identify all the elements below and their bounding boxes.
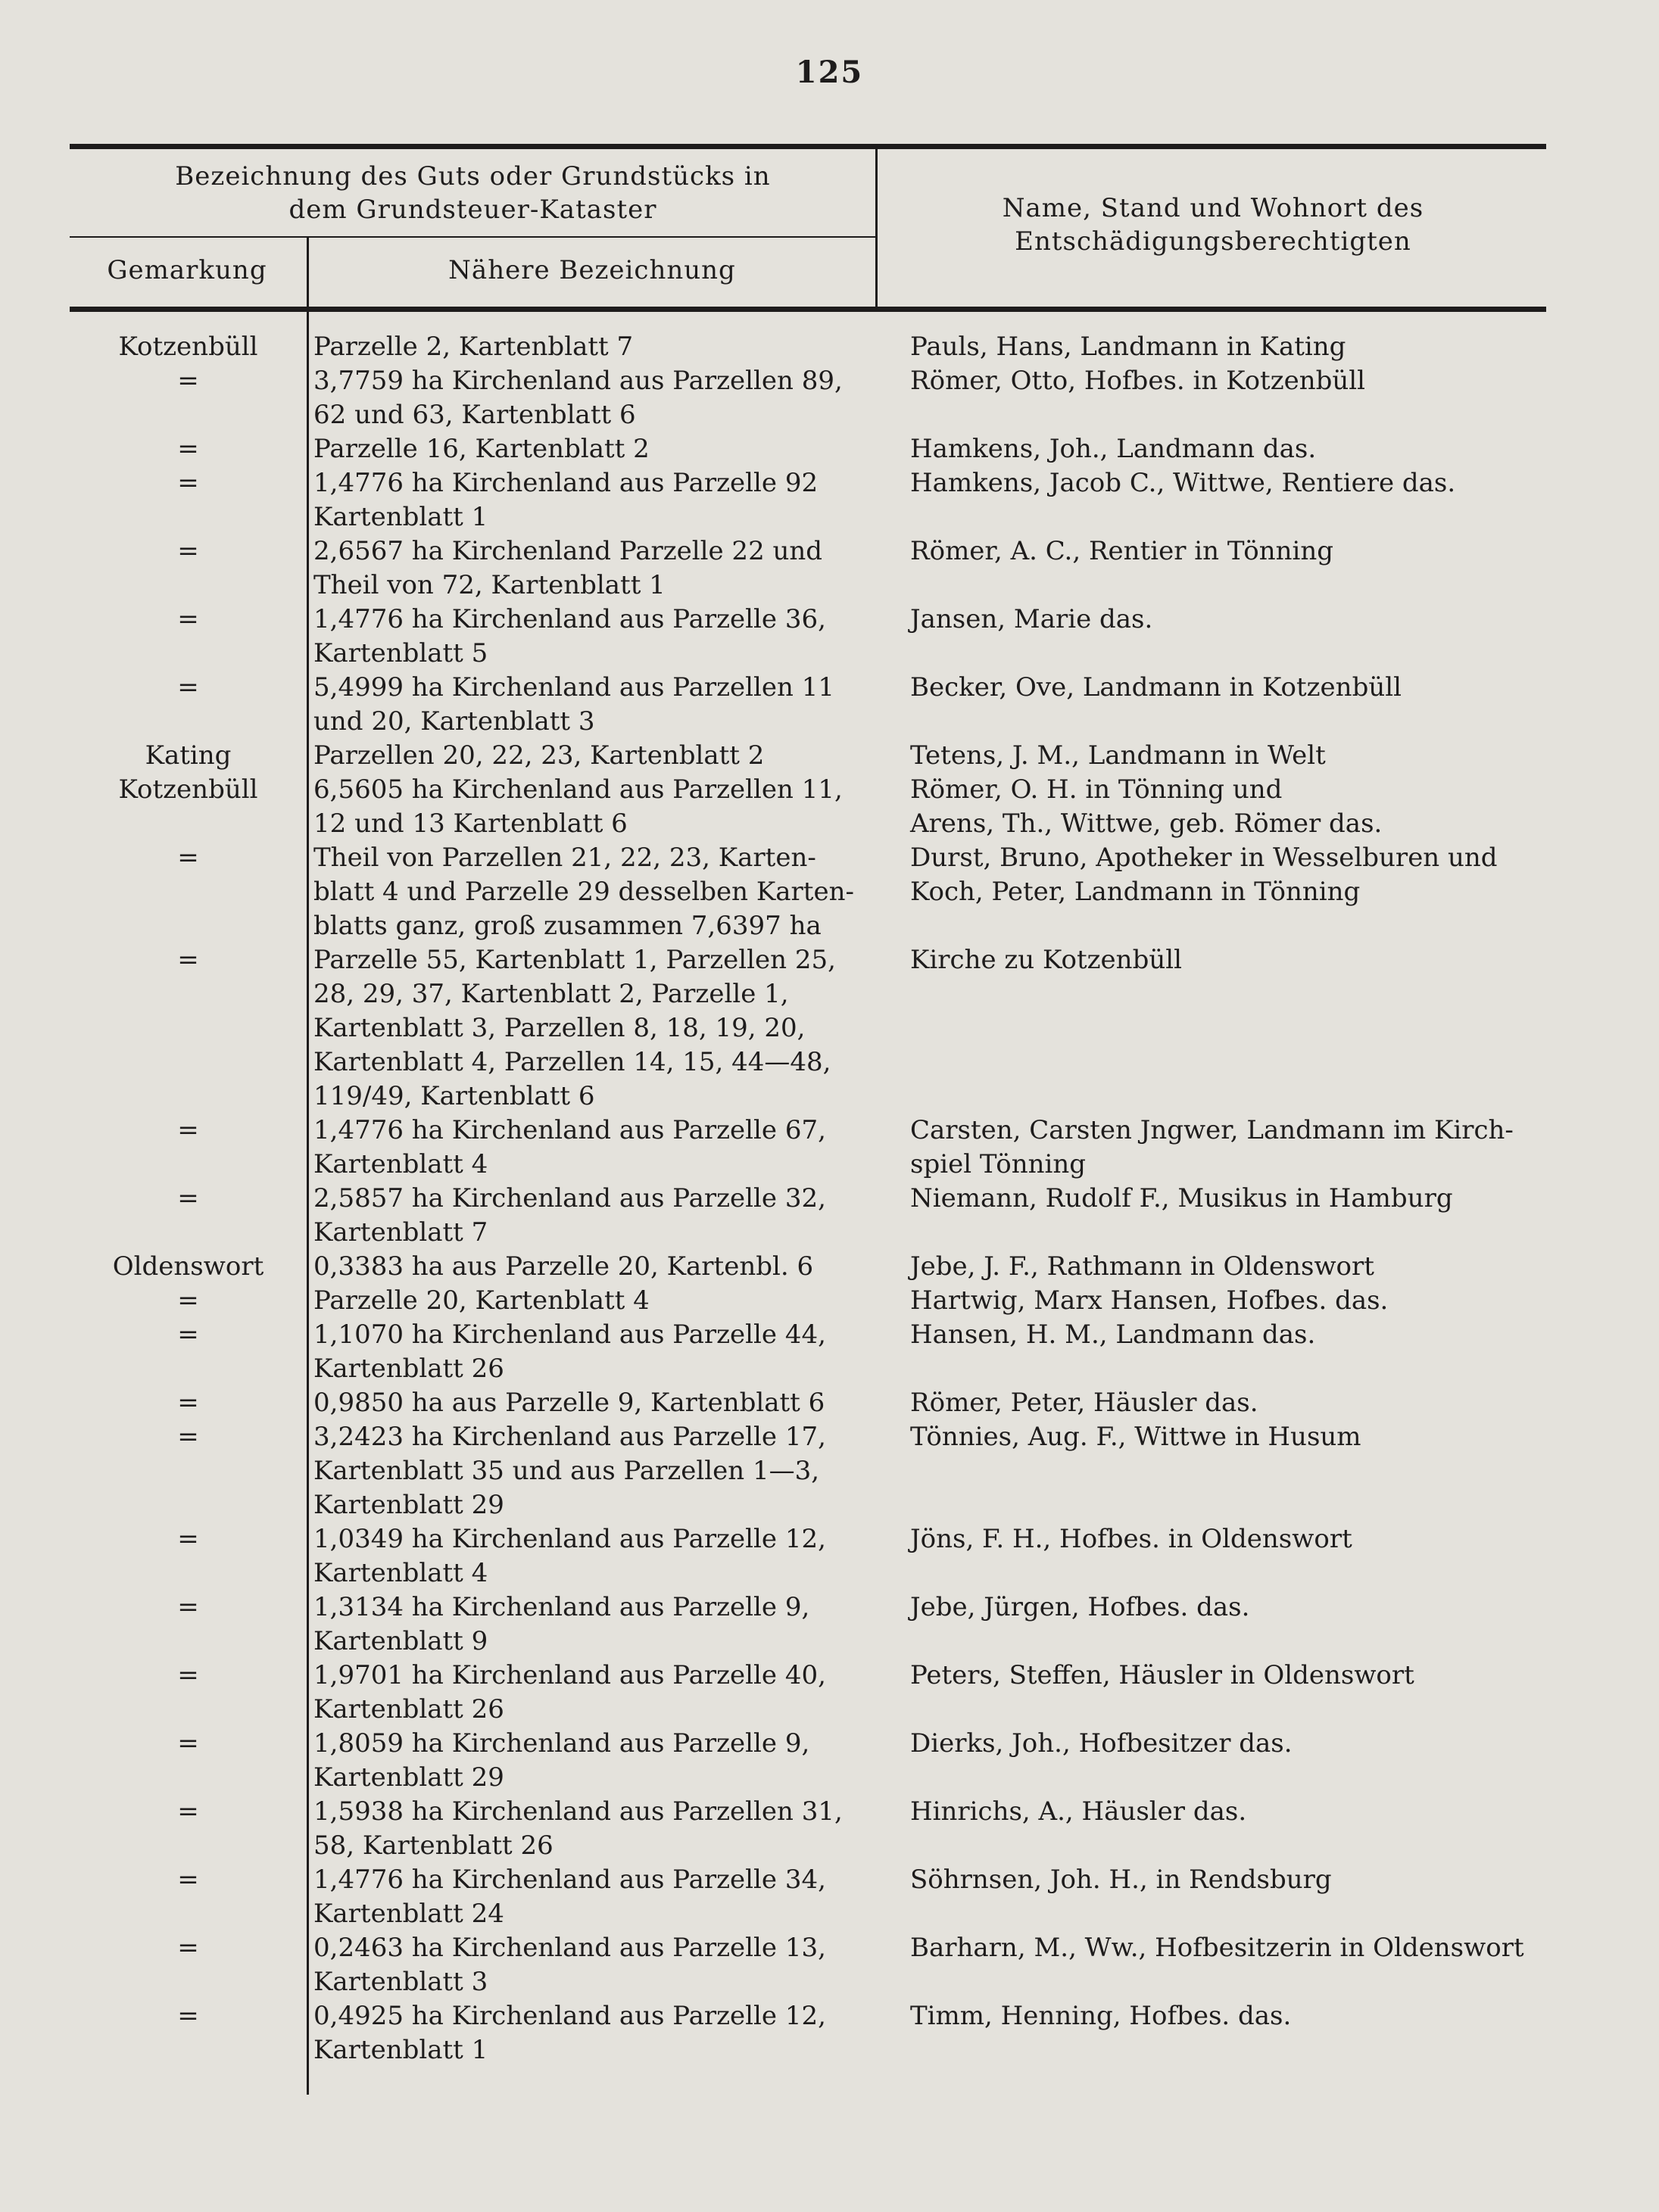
cell-name: Jöns, F. H., Hofbes. in Oldenswort — [910, 1524, 1352, 1554]
table-header — [70, 149, 1546, 312]
cell-naehere-bezeichnung: 3,2423 ha Kirchenland aus Parzelle 17, Kartenblatt 35 und aus Parzellen 1—3, Kartenblatt 29 — [313, 1422, 826, 1520]
cell-name: Römer, A. C., Rentier in Tönning — [910, 536, 1334, 566]
cell-naehere-bezeichnung: Parzellen 20, 22, 23, Kartenblatt 2 — [313, 740, 765, 771]
cell-naehere-bezeichnung: 0,3383 ha aus Parzelle 20, Kartenbl. 6 — [313, 1251, 814, 1282]
cell-gemarkung: = — [177, 366, 199, 396]
page-number: 125 — [795, 55, 864, 90]
cell-naehere-bezeichnung: 1,3134 ha Kirchenland aus Parzelle 9, Kartenblatt 9 — [313, 1592, 810, 1656]
cell-naehere-bezeichnung: Parzelle 2, Kartenblatt 7 — [313, 332, 634, 362]
cell-naehere-bezeichnung: 1,1070 ha Kirchenland aus Parzelle 44, Kartenblatt 26 — [313, 1319, 826, 1384]
cell-naehere-bezeichnung: 2,6567 ha Kirchenland Parzelle 22 und Theil von 72, Kartenblatt 1 — [313, 536, 823, 600]
cell-gemarkung: = — [177, 945, 199, 975]
cell-naehere-bezeichnung: 1,4776 ha Kirchenland aus Parzelle 92 Kartenblatt 1 — [313, 468, 819, 532]
cell-gemarkung: Kotzenbüll — [118, 774, 258, 805]
cell-name: Peters, Steffen, Häusler in Oldenswort — [910, 1660, 1414, 1690]
cell-gemarkung: = — [177, 672, 199, 703]
cell-gemarkung: = — [177, 1524, 199, 1554]
table-top-rule — [70, 144, 1546, 149]
cell-name: Barharn, M., Ww., Hofbesitzerin in Oldenswort — [910, 1933, 1524, 1963]
cell-naehere-bezeichnung: 0,2463 ha Kirchenland aus Parzelle 13, Kartenblatt 3 — [313, 1933, 826, 1997]
cell-name: Jebe, Jürgen, Hofbes. das. — [910, 1592, 1250, 1622]
cell-gemarkung: = — [177, 434, 199, 464]
cell-gemarkung: = — [177, 1660, 199, 1690]
cell-naehere-bezeichnung: 1,8059 ha Kirchenland aus Parzelle 9, Kartenblatt 29 — [313, 1728, 810, 1793]
header-group-title: Bezeichnung des Guts oder Grundstücks in dem Grundsteuer-Kataster — [175, 161, 771, 225]
table-body — [70, 312, 1546, 2095]
header-subcolumn-rule — [307, 237, 309, 307]
cell-gemarkung: = — [177, 1933, 199, 1963]
cell-name: Tönnies, Aug. F., Wittwe in Husum — [910, 1422, 1361, 1452]
cell-name: Römer, Otto, Hofbes. in Kotzenbüll — [910, 366, 1366, 396]
cell-gemarkung: = — [177, 1728, 199, 1759]
cell-gemarkung: = — [177, 1115, 199, 1145]
body-column-rule — [307, 312, 309, 2095]
cell-name: Durst, Bruno, Apotheker in Wesselburen und Koch, Peter, Landmann in Tönning — [910, 843, 1498, 907]
cell-name: Hansen, H. M., Landmann das. — [910, 1319, 1316, 1350]
cell-naehere-bezeichnung: 1,4776 ha Kirchenland aus Parzelle 36, Kartenblatt 5 — [313, 604, 826, 668]
cell-name: Römer, Peter, Häusler das. — [910, 1388, 1258, 1418]
cell-gemarkung: Oldenswort — [112, 1251, 264, 1282]
cell-gemarkung: Kotzenbüll — [118, 332, 258, 362]
cell-gemarkung: = — [177, 2001, 199, 2031]
cell-naehere-bezeichnung: Parzelle 16, Kartenblatt 2 — [313, 434, 650, 464]
cell-naehere-bezeichnung: 1,4776 ha Kirchenland aus Parzelle 34, Kartenblatt 24 — [313, 1865, 826, 1929]
cell-name: Hamkens, Joh., Landmann das. — [910, 434, 1317, 464]
cell-gemarkung: = — [177, 536, 199, 566]
cell-gemarkung: = — [177, 1865, 199, 1895]
cell-naehere-bezeichnung: 1,5938 ha Kirchenland aus Parzellen 31, 58, Kartenblatt 26 — [313, 1796, 843, 1861]
cell-name: Tetens, J. M., Landmann in Welt — [910, 740, 1326, 771]
cell-name: Becker, Ove, Landmann in Kotzenbüll — [910, 672, 1402, 703]
cell-naehere-bezeichnung: 0,9850 ha aus Parzelle 9, Kartenblatt 6 — [313, 1388, 825, 1418]
cell-name: Jansen, Marie das. — [910, 604, 1153, 634]
cell-name: Hinrichs, A., Häusler das. — [910, 1796, 1247, 1827]
cell-naehere-bezeichnung: 2,5857 ha Kirchenland aus Parzelle 32, Kartenblatt 7 — [313, 1183, 826, 1248]
header-naehere-bezeichnung: Nähere Bezeichnung — [448, 255, 736, 285]
cell-name: Jebe, J. F., Rathmann in Oldenswort — [910, 1251, 1374, 1282]
cell-name: Timm, Henning, Hofbes. das. — [910, 2001, 1292, 2031]
cell-gemarkung: = — [177, 468, 199, 498]
cell-gemarkung: = — [177, 1183, 199, 1213]
cell-gemarkung: = — [177, 1388, 199, 1418]
cell-naehere-bezeichnung: Theil von Parzellen 21, 22, 23, Karten- blatt 4 und Parzelle 29 desselben Karten- blatts ganz, groß zusammen 7,6397 ha — [313, 843, 854, 941]
cell-naehere-bezeichnung: 6,5605 ha Kirchenland aus Parzellen 11, 12 und 13 Kartenblatt 6 — [313, 774, 843, 839]
cell-gemarkung: = — [177, 604, 199, 634]
header-divider — [70, 236, 877, 238]
cell-naehere-bezeichnung: Parzelle 20, Kartenblatt 4 — [313, 1285, 650, 1316]
cell-naehere-bezeichnung: 1,9701 ha Kirchenland aus Parzelle 40, Kartenblatt 26 — [313, 1660, 826, 1724]
cell-name: Hartwig, Marx Hansen, Hofbes. das. — [910, 1285, 1389, 1316]
cell-name: Niemann, Rudolf F., Musikus in Hamburg — [910, 1183, 1453, 1213]
cell-gemarkung: Kating — [145, 740, 232, 771]
register-table — [70, 144, 1546, 2095]
cell-name: Carsten, Carsten Jngwer, Landmann im Kirch- spiel Tönning — [910, 1115, 1514, 1179]
cell-gemarkung: = — [177, 1319, 199, 1350]
cell-name: Römer, O. H. in Tönning und Arens, Th., Wittwe, geb. Römer das. — [910, 774, 1383, 839]
cell-naehere-bezeichnung: 5,4999 ha Kirchenland aus Parzellen 11 und 20, Kartenblatt 3 — [313, 672, 835, 737]
cell-gemarkung: = — [177, 843, 199, 873]
cell-naehere-bezeichnung: Parzelle 55, Kartenblatt 1, Parzellen 25, 28, 29, 37, Kartenblatt 2, Parzelle 1, Kartenblatt 3, Parzellen 8, 18, 19, 20, Kartenblatt 4, Parzellen 14, 15, 44—48, 119/49, Kartenblatt 6 — [313, 945, 836, 1111]
cell-name: Kirche zu Kotzenbüll — [910, 945, 1182, 975]
header-column-rule — [875, 149, 878, 307]
cell-naehere-bezeichnung: 1,0349 ha Kirchenland aus Parzelle 12, Kartenblatt 4 — [313, 1524, 826, 1588]
header-name: Name, Stand und Wohnort des Entschädigungsberechtigten — [1002, 193, 1424, 257]
cell-gemarkung: = — [177, 1796, 199, 1827]
cell-gemarkung: = — [177, 1592, 199, 1622]
header-gemarkung: Gemarkung — [107, 255, 267, 285]
cell-gemarkung: = — [177, 1422, 199, 1452]
cell-name: Dierks, Joh., Hofbesitzer das. — [910, 1728, 1293, 1759]
cell-naehere-bezeichnung: 3,7759 ha Kirchenland aus Parzellen 89, 62 und 63, Kartenblatt 6 — [313, 366, 843, 430]
cell-name: Hamkens, Jacob C., Wittwe, Rentiere das. — [910, 468, 1456, 498]
cell-naehere-bezeichnung: 1,4776 ha Kirchenland aus Parzelle 67, Kartenblatt 4 — [313, 1115, 826, 1179]
cell-naehere-bezeichnung: 0,4925 ha Kirchenland aus Parzelle 12, Kartenblatt 1 — [313, 2001, 826, 2065]
cell-name: Söhrnsen, Joh. H., in Rendsburg — [910, 1865, 1332, 1895]
cell-name: Pauls, Hans, Landmann in Kating — [910, 332, 1346, 362]
cell-gemarkung: = — [177, 1285, 199, 1316]
